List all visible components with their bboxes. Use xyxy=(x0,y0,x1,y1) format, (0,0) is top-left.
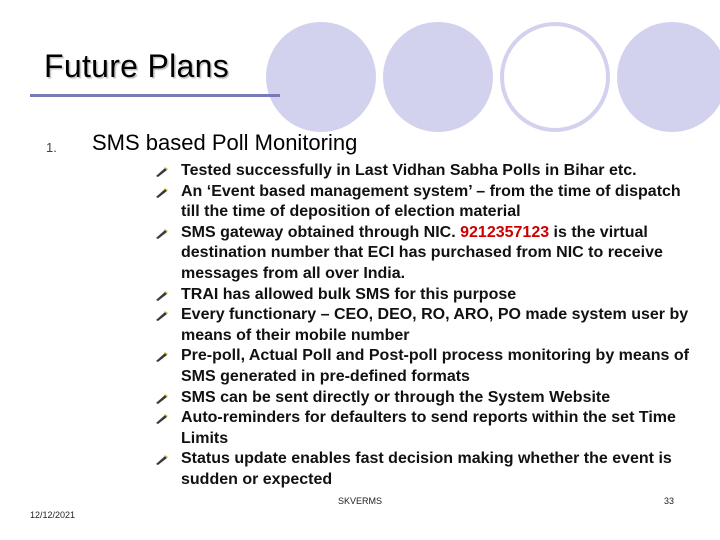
item-number: 1. xyxy=(46,140,57,155)
footer-date: 12/12/2021 xyxy=(30,510,76,520)
bullet-item xyxy=(155,305,695,346)
bullet-text: Pre-poll, Actual Poll and Post-poll process monitoring by means of SMS generated in pre-defined formats xyxy=(181,347,689,385)
bullet-text-pre: SMS gateway obtained through NIC. xyxy=(181,223,461,241)
pen-bullet-icon xyxy=(155,414,168,424)
bullet-text: SMS can be sent directly or through the System Website xyxy=(181,388,611,406)
bullet-text: TRAI has allowed bulk SMS for this purpose xyxy=(181,285,517,303)
pen-bullet-icon xyxy=(155,167,168,177)
title-underline xyxy=(30,94,280,97)
slide-title: Future Plans xyxy=(44,48,230,84)
decor-circle-1 xyxy=(266,22,376,132)
bullet-item xyxy=(155,449,695,490)
pen-bullet-icon xyxy=(155,455,168,465)
bullet-item xyxy=(155,161,695,182)
pen-bullet-icon xyxy=(155,352,168,362)
bullet-item xyxy=(155,182,695,223)
bullet-text-post: is the virtual destination number that ECI has purchased from NIC to receive messages from all over India. xyxy=(181,223,663,282)
section-heading: SMS based Poll Monitoring xyxy=(92,130,358,155)
bullet-item xyxy=(155,408,695,449)
bullet-item xyxy=(155,285,695,306)
decor-circle-4 xyxy=(617,22,720,132)
bullet-text: Every functionary – CEO, DEO, RO, ARO, PO made system user by means of their mobile number xyxy=(181,306,689,344)
pen-bullet-icon xyxy=(155,291,168,301)
page-number: 33 xyxy=(664,496,675,506)
pen-bullet-icon xyxy=(155,311,168,321)
bullet-item xyxy=(155,346,695,387)
bullet-text: An ‘Event based management system’ – from the time of dispatch till the time of deposition of election material xyxy=(181,182,681,221)
pen-bullet-icon xyxy=(155,394,168,404)
bullet-text: Tested successfully in Last Vidhan Sabha Polls in Bihar etc. xyxy=(181,162,637,179)
bullet-text: Status update enables fast decision making whether the event is sudden or expected xyxy=(181,450,672,488)
phone-number: 9212357123 xyxy=(460,223,550,241)
decor-circle-3 xyxy=(500,22,610,132)
footer-center-text: SKVERMS xyxy=(338,496,383,506)
bullet-item xyxy=(155,388,695,409)
pen-bullet-icon xyxy=(155,229,168,239)
decor-circle-2 xyxy=(383,22,493,132)
bullet-text: Auto-reminders for defaulters to send reports within the set Time Limits xyxy=(181,409,676,447)
bullet-item xyxy=(155,223,695,285)
bullet-list xyxy=(155,161,695,491)
pen-bullet-icon xyxy=(155,188,168,198)
